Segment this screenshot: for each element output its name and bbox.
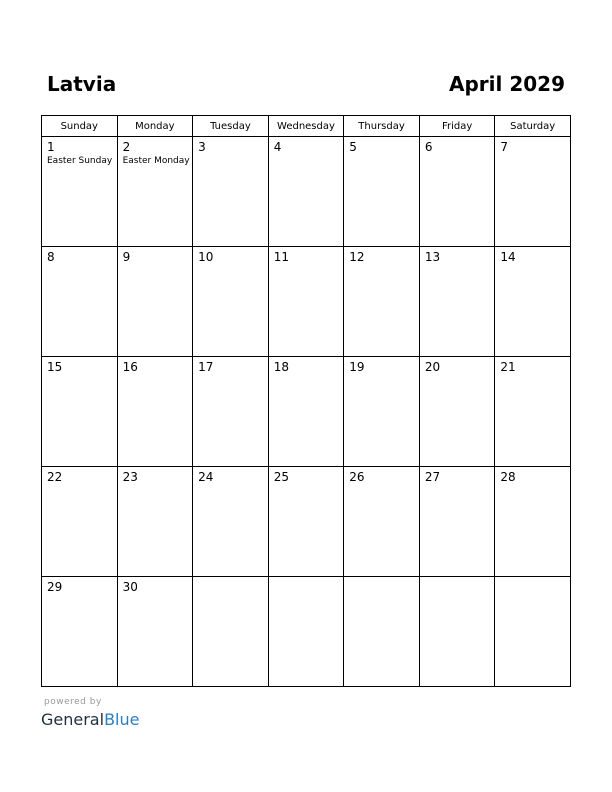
day-number: 6 [424, 140, 433, 154]
week-row [42, 577, 571, 687]
day-cell [495, 357, 571, 467]
generalblue-logo [41, 710, 139, 730]
week-row [42, 467, 571, 577]
weekday-header-sunday: Sunday [42, 116, 118, 137]
weekday-header-row [42, 116, 571, 137]
day-number: 16 [122, 360, 138, 374]
empty-day-cell [495, 577, 571, 687]
day-number: 2 [122, 140, 131, 154]
day-number: 23 [122, 470, 138, 484]
week-row [42, 357, 571, 467]
day-number: 26 [349, 470, 365, 484]
day-cell [268, 357, 344, 467]
day-number: 13 [424, 250, 441, 264]
day-number: 29 [47, 580, 63, 594]
day-number: 25 [273, 470, 289, 484]
day-number: 12 [349, 250, 365, 264]
day-cell [419, 137, 495, 247]
day-cell [42, 467, 118, 577]
powered-by-label: powered by [44, 697, 102, 707]
day-number: 15 [47, 360, 63, 374]
day-cell [344, 357, 420, 467]
day-cell [117, 357, 193, 467]
week-row [42, 137, 571, 247]
day-cell [117, 467, 193, 577]
day-cell [268, 137, 344, 247]
holiday-label: Easter Sunday [47, 156, 113, 166]
day-cell [495, 137, 571, 247]
day-number: 27 [424, 470, 441, 484]
day-cell [42, 357, 118, 467]
empty-day-cell [419, 577, 495, 687]
day-number: 18 [273, 360, 289, 374]
holiday-label: Easter Monday [122, 156, 190, 166]
weekday-header-tuesday: Tuesday [193, 116, 269, 137]
weekday-header-wednesday: Wednesday [268, 116, 344, 137]
day-cell [419, 357, 495, 467]
brand-blue-text: Blue [104, 710, 140, 729]
day-cell [344, 137, 420, 247]
weekday-header-friday: Friday [419, 116, 495, 137]
day-number: 28 [500, 470, 516, 484]
day-cell [42, 577, 118, 687]
day-cell [495, 467, 571, 577]
day-number: 19 [349, 360, 365, 374]
day-cell [193, 357, 269, 467]
day-number: 1 [47, 140, 55, 154]
footer-branding [41, 697, 139, 730]
day-cell [117, 247, 193, 357]
empty-day-cell [344, 577, 420, 687]
day-number: 17 [198, 360, 214, 374]
day-number: 21 [500, 360, 516, 374]
day-number: 22 [47, 470, 63, 484]
day-cell [268, 467, 344, 577]
day-cell [42, 247, 118, 357]
day-number: 24 [198, 470, 214, 484]
weekday-header-monday: Monday [117, 116, 193, 137]
day-cell [193, 137, 269, 247]
day-number: 20 [424, 360, 441, 374]
day-number: 7 [500, 140, 509, 154]
day-cell [344, 467, 420, 577]
day-cell [193, 467, 269, 577]
weekday-header-thursday: Thursday [344, 116, 420, 137]
day-cell [117, 577, 193, 687]
day-cell [193, 247, 269, 357]
day-cell [117, 137, 193, 247]
day-number: 8 [47, 250, 55, 264]
day-number: 9 [122, 250, 131, 264]
day-cell [42, 137, 118, 247]
day-cell [344, 247, 420, 357]
weekday-header-saturday: Saturday [495, 116, 571, 137]
month-year-title: April 2029 [449, 72, 565, 96]
day-cell [268, 247, 344, 357]
brand-general-text: General [41, 710, 105, 729]
empty-day-cell [193, 577, 269, 687]
day-cell [419, 247, 495, 357]
day-cell [419, 467, 495, 577]
empty-day-cell [268, 577, 344, 687]
day-cell [495, 247, 571, 357]
day-number: 5 [349, 140, 357, 154]
day-number: 4 [273, 140, 282, 154]
week-row [42, 247, 571, 357]
day-number: 30 [122, 580, 138, 594]
calendar-grid [41, 115, 571, 687]
day-number: 11 [273, 250, 289, 264]
day-number: 14 [500, 250, 516, 264]
day-number: 10 [198, 250, 214, 264]
day-number: 3 [198, 140, 206, 154]
country-title: Latvia [47, 72, 117, 96]
